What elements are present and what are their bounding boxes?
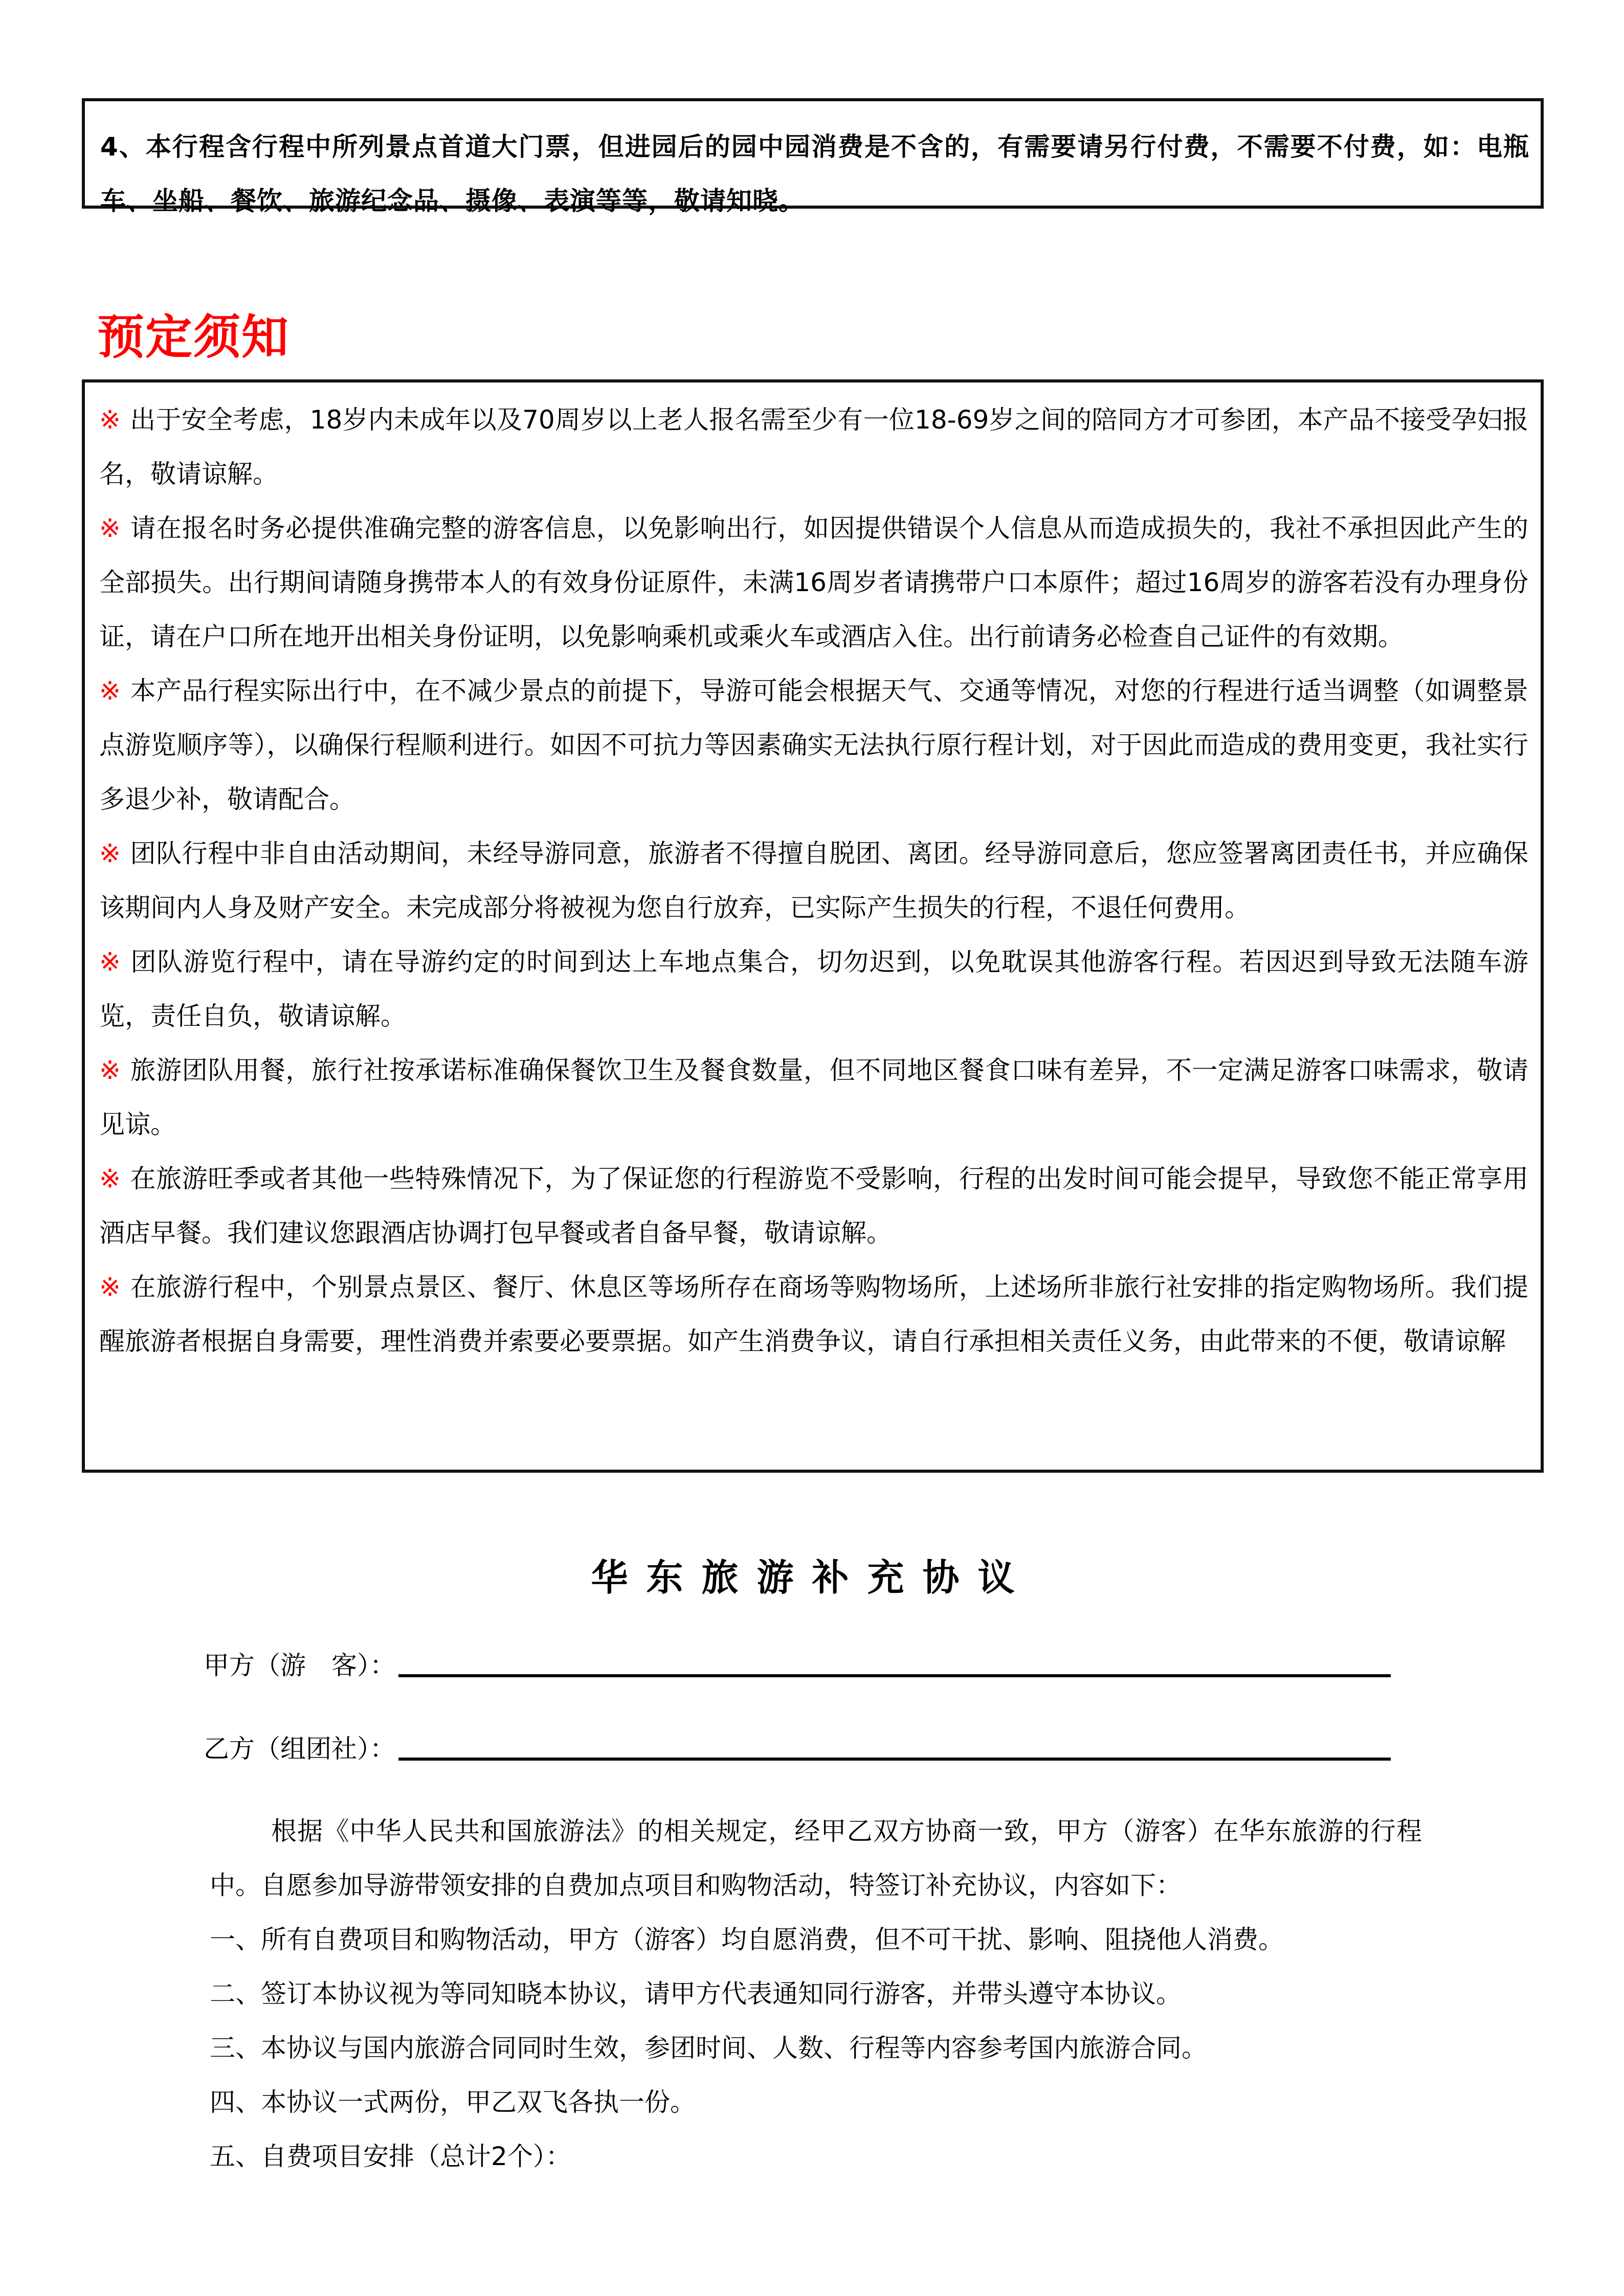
booking-notice-title: 预定须知 [97,310,290,365]
agreement-intro: 根据《中华人民共和国旅游法》的相关规定，经甲乙双方协商一致，甲方（游客）在华东旅游的行程中。自愿参加导游带领安排的自费加点项目和购物活动，特签订补充协议，内容如下： [210,1816,1422,1900]
reference-mark-icon: ※ [99,676,121,706]
notice-item [99,826,1528,935]
reference-mark-icon: ※ [99,1055,121,1085]
party-a-field [204,1648,1391,1683]
party-b-signature-line[interactable] [398,1758,1391,1761]
notice-item-text: 在旅游旺季或者其他一些特殊情况下，为了保证您的行程游览不受影响，行程的出发时间可能会提早，导致您不能正常享用酒店早餐。我们建议您跟酒店协调打包早餐或者自备早餐，敬请谅解。 [99,1164,1528,1248]
notice-item [99,935,1528,1043]
notice-item-text: 本产品行程实际出行中，在不减少景点的前提下，导游可能会根据天气、交通等情况，对您的行程进行适当调整（如调整景点游览顺序等），以确保行程顺利进行。如因不可抗力等因素确实无法执行原行程计划，对于因此而造成的费用变更，我社实行多退少补，敬请配合。 [99,676,1528,814]
notice-item [99,1260,1528,1368]
notice-item [99,393,1528,501]
party-b-label: 乙方（组团社）： [204,1734,395,1764]
reference-mark-icon: ※ [99,1272,121,1302]
agreement-title: 华东旅游补充协议 [591,1556,1033,1599]
reference-mark-icon: ※ [99,947,122,977]
included-items-note-box [82,98,1544,216]
reference-mark-icon: ※ [99,513,121,543]
notice-item-text: 出于安全考虑，18岁内未成年以及70周岁以上老人报名需至少有一位18-69岁之间的陪同方才可参团，本产品不接受孕妇报名，敬请谅解。 [99,405,1528,489]
notice-item [99,501,1528,664]
agreement-clause: 一、所有自费项目和购物活动，甲方（游客）均自愿消费，但不可干扰、影响、阻挠他人消费。 [210,1925,1284,1954]
notice-item [99,664,1528,826]
agreement-clause: 三、本协议与国内旅游合同同时生效，参团时间、人数、行程等内容参考国内旅游合同。 [210,2033,1207,2063]
agreement-clause: 五、自费项目安排（总计2个）： [210,2142,571,2171]
booking-notice-list [99,393,1528,1368]
notice-item-text: 请在报名时务必提供准确完整的游客信息，以免影响出行，如因提供错误个人信息从而造成损失的，我社不承担因此产生的全部损失。出行期间请随身携带本人的有效身份证原件，未满16周岁者请携带户口本原件；超过16周岁的游客若没有办理身份证，请在户口所在地开出相关身份证明，以免影响乘机或乘火车或酒店入住。出行前请务必检查自己证件的有效期。 [99,513,1528,651]
party-b-field [204,1731,1391,1767]
notice-item-text: 在旅游行程中，个别景点景区、餐厅、休息区等场所存在商场等购物场所，上述场所非旅行社安排的指定购物场所。我们提醒旅游者根据自身需要，理性消费并索要必要票据。如产生消费争议，请自行承担相关责任义务，由此带来的不便，敬请谅解 [99,1272,1528,1356]
party-a-signature-line[interactable] [398,1674,1391,1677]
notice-item [99,1152,1528,1260]
notice-item-text: 旅游团队用餐，旅行社按承诺标准确保餐饮卫生及餐食数量，但不同地区餐食口味有差异，不一定满足游客口味需求，敬请见谅。 [99,1055,1528,1139]
party-a-label: 甲方（游 客）： [204,1651,395,1680]
agreement-clause: 四、本协议一式两份，甲乙双飞各执一份。 [210,2087,696,2117]
agreement-body [210,1804,1422,2184]
reference-mark-icon: ※ [99,1164,121,1194]
reference-mark-icon: ※ [99,405,121,435]
agreement-clause: 二、签订本协议视为等同知晓本协议，请甲方代表通知同行游客，并带头遵守本协议。 [210,1979,1182,2009]
notice-item-text: 团队行程中非自由活动期间，未经导游同意，旅游者不得擅自脱团、离团。经导游同意后，您应签署离团责任书，并应确保该期间内人身及财产安全。未完成部分将被视为您自行放弃，已实际产生损失的行程，不退任何费用。 [99,839,1528,922]
booking-notice-box [82,379,1544,1473]
notice-item [99,1043,1528,1152]
included-items-note: 4、本行程含行程中所列景点首道大门票，但进园后的园中园消费是不含的，有需要请另行付费，不需要不付费，如：电瓶车、坐船、餐饮、旅游纪念品、摄像、表演等等，敬请知晓。 [100,132,1529,216]
notice-item-text: 团队游览行程中，请在导游约定的时间到达上车地点集合，切勿迟到，以免耽误其他游客行程。若因迟到导致无法随车游览，责任自负，敬请谅解。 [99,947,1528,1031]
reference-mark-icon: ※ [99,839,121,868]
